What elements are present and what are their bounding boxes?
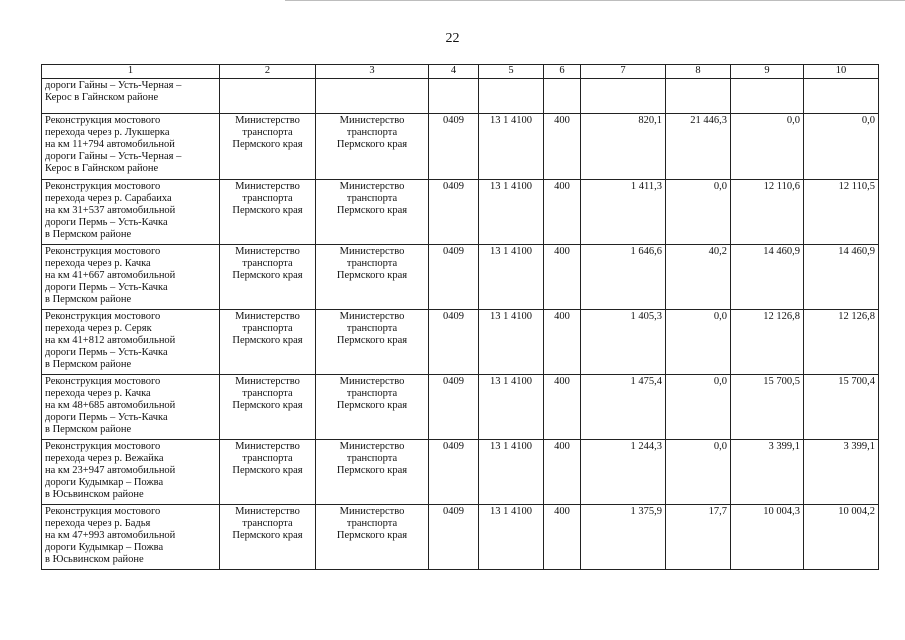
text-line: Пермского края bbox=[336, 400, 408, 411]
text-line: на км 41+812 автомобильной bbox=[45, 335, 176, 346]
text-line: Пермского края bbox=[232, 465, 303, 476]
text-line: транспорта bbox=[346, 193, 398, 204]
administrator-cell bbox=[220, 440, 316, 505]
text-line: Министерство bbox=[339, 115, 405, 126]
text-line: транспорта bbox=[242, 518, 293, 529]
text-line: транспорта bbox=[346, 323, 398, 334]
text-line: Министерство bbox=[235, 376, 300, 387]
text-line: Пермского края bbox=[336, 205, 408, 216]
text-line: Пермского края bbox=[336, 335, 408, 346]
text-line: перехода через р. Качка bbox=[45, 258, 151, 269]
empty-cell bbox=[666, 79, 731, 114]
empty-cell bbox=[731, 79, 804, 114]
table-row bbox=[42, 310, 879, 375]
text-line: транспорта bbox=[346, 453, 398, 464]
text-line: Министерство bbox=[339, 441, 405, 452]
text-line: Пермского края bbox=[232, 335, 303, 346]
text-line: Реконструкция мостового bbox=[45, 311, 161, 322]
administrator-cell bbox=[220, 505, 316, 570]
text-line: транспорта bbox=[242, 388, 293, 399]
amount-cell: 21 446,3 bbox=[666, 114, 731, 180]
text-line: Керос в Гайнском районе bbox=[45, 92, 159, 103]
expense-type-cell: 400 bbox=[544, 505, 581, 570]
expense-type-cell: 400 bbox=[544, 375, 581, 440]
amount-cell: 0,0 bbox=[804, 114, 879, 180]
text-line: транспорта bbox=[242, 453, 293, 464]
text-line: дороги Кудымкар – Пожва bbox=[45, 477, 164, 488]
text-line: перехода через р. Вежайка bbox=[45, 453, 164, 464]
amount-cell: 0,0 bbox=[731, 114, 804, 180]
amount-cell: 12 126,8 bbox=[731, 310, 804, 375]
project-name-cell bbox=[42, 180, 220, 245]
text-line: перехода через р. Лукшерка bbox=[45, 127, 170, 138]
amount-cell: 14 460,9 bbox=[731, 245, 804, 310]
text-line: Реконструкция мостового bbox=[45, 441, 161, 452]
recipient-cell bbox=[316, 310, 429, 375]
target-article-cell: 13 1 4100 bbox=[479, 180, 544, 245]
text-line: Реконструкция мостового bbox=[45, 181, 161, 192]
section-code-cell: 0409 bbox=[429, 310, 479, 375]
text-line: Реконструкция мостового bbox=[45, 246, 161, 257]
text-line: на км 41+667 автомобильной bbox=[45, 270, 176, 281]
amount-cell: 1 375,9 bbox=[581, 505, 666, 570]
amount-cell: 15 700,5 bbox=[731, 375, 804, 440]
text-line: транспорта bbox=[346, 388, 398, 399]
text-line: Реконструкция мостового bbox=[45, 376, 161, 387]
text-line: Министерство bbox=[339, 181, 405, 192]
administrator-cell bbox=[220, 180, 316, 245]
text-line: в Пермском районе bbox=[45, 424, 132, 435]
amount-cell: 10 004,3 bbox=[731, 505, 804, 570]
text-line: на км 31+537 автомобильной bbox=[45, 205, 176, 216]
empty-cell bbox=[479, 79, 544, 114]
administrator-cell bbox=[220, 114, 316, 180]
section-code-cell: 0409 bbox=[429, 180, 479, 245]
target-article-cell: 13 1 4100 bbox=[479, 114, 544, 180]
target-article-cell: 13 1 4100 bbox=[479, 245, 544, 310]
expense-type-cell: 400 bbox=[544, 114, 581, 180]
amount-cell: 3 399,1 bbox=[804, 440, 879, 505]
column-header: 4 bbox=[429, 65, 479, 79]
text-line: дороги Пермь – Усть-Качка bbox=[45, 217, 168, 228]
amount-cell: 14 460,9 bbox=[804, 245, 879, 310]
text-line: на км 48+685 автомобильной bbox=[45, 400, 176, 411]
amount-cell: 15 700,4 bbox=[804, 375, 879, 440]
section-code-cell: 0409 bbox=[429, 440, 479, 505]
text-line: транспорта bbox=[346, 518, 398, 529]
text-line: дороги Пермь – Усть-Качка bbox=[45, 412, 168, 423]
amount-cell: 10 004,2 bbox=[804, 505, 879, 570]
project-name-cell bbox=[42, 310, 220, 375]
recipient-cell bbox=[316, 114, 429, 180]
amount-cell: 3 399,1 bbox=[731, 440, 804, 505]
text-line: Министерство bbox=[235, 311, 300, 322]
expense-type-cell: 400 bbox=[544, 310, 581, 375]
column-header: 10 bbox=[804, 65, 879, 79]
recipient-cell bbox=[316, 180, 429, 245]
text-line: дороги Гайны – Усть-Черная – bbox=[45, 151, 182, 162]
column-header: 6 bbox=[544, 65, 581, 79]
amount-cell: 40,2 bbox=[666, 245, 731, 310]
amount-cell: 0,0 bbox=[666, 310, 731, 375]
text-line: Министерство bbox=[339, 311, 405, 322]
column-header: 1 bbox=[42, 65, 220, 79]
column-header: 5 bbox=[479, 65, 544, 79]
section-code-cell: 0409 bbox=[429, 375, 479, 440]
table-row bbox=[42, 440, 879, 505]
table-row bbox=[42, 114, 879, 180]
column-header: 3 bbox=[316, 65, 429, 79]
expense-type-cell: 400 bbox=[544, 245, 581, 310]
target-article-cell: 13 1 4100 bbox=[479, 375, 544, 440]
column-header: 9 bbox=[731, 65, 804, 79]
text-line: транспорта bbox=[242, 258, 293, 269]
section-code-cell: 0409 bbox=[429, 114, 479, 180]
page-number: 22 bbox=[445, 31, 460, 46]
text-line: на км 11+794 автомобильной bbox=[45, 139, 175, 150]
section-code-cell: 0409 bbox=[429, 505, 479, 570]
amount-cell: 17,7 bbox=[666, 505, 731, 570]
target-article-cell: 13 1 4100 bbox=[479, 440, 544, 505]
text-line: Пермского края bbox=[336, 270, 408, 281]
amount-cell: 12 126,8 bbox=[804, 310, 879, 375]
project-name-cell bbox=[42, 440, 220, 505]
text-line: Министерство bbox=[235, 246, 300, 257]
project-name-cell bbox=[42, 375, 220, 440]
text-line: в Юсьвинском районе bbox=[45, 489, 144, 500]
text-line: транспорта bbox=[346, 127, 398, 138]
text-line: в Юсьвинском районе bbox=[45, 554, 144, 565]
text-line: дороги Гайны – Усть-Черная – bbox=[45, 80, 182, 91]
text-line: Министерство bbox=[339, 506, 405, 517]
amount-cell: 0,0 bbox=[666, 375, 731, 440]
text-line: Пермского края bbox=[232, 139, 303, 150]
empty-cell bbox=[544, 79, 581, 114]
empty-cell bbox=[316, 79, 429, 114]
amount-cell: 1 475,4 bbox=[581, 375, 666, 440]
text-line: транспорта bbox=[242, 193, 293, 204]
table-row bbox=[42, 180, 879, 245]
continued-row bbox=[42, 79, 879, 114]
text-line: Пермского края bbox=[232, 270, 303, 281]
target-article-cell: 13 1 4100 bbox=[479, 505, 544, 570]
text-line: Пермского края bbox=[232, 205, 303, 216]
text-line: Министерство bbox=[235, 115, 300, 126]
column-header: 2 bbox=[220, 65, 316, 79]
amount-cell: 820,1 bbox=[581, 114, 666, 180]
recipient-cell bbox=[316, 505, 429, 570]
recipient-cell bbox=[316, 440, 429, 505]
text-line: Министерство bbox=[339, 376, 405, 387]
text-line: транспорта bbox=[346, 258, 398, 269]
administrator-cell bbox=[220, 375, 316, 440]
project-name-cell bbox=[42, 245, 220, 310]
amount-cell: 1 646,6 bbox=[581, 245, 666, 310]
expense-type-cell: 400 bbox=[544, 180, 581, 245]
administrator-cell bbox=[220, 245, 316, 310]
text-line: в Пермском районе bbox=[45, 294, 132, 305]
text-line: дороги Кудымкар – Пожва bbox=[45, 542, 164, 553]
text-line: перехода через р. Сарабаиха bbox=[45, 193, 172, 204]
empty-cell bbox=[220, 79, 316, 114]
amount-cell: 12 110,5 bbox=[804, 180, 879, 245]
empty-cell bbox=[581, 79, 666, 114]
column-header: 8 bbox=[666, 65, 731, 79]
amount-cell: 1 405,3 bbox=[581, 310, 666, 375]
table-row bbox=[42, 505, 879, 570]
budget-table bbox=[41, 64, 879, 570]
table-row bbox=[42, 245, 879, 310]
text-line: Пермского края bbox=[232, 530, 303, 541]
expense-type-cell: 400 bbox=[544, 440, 581, 505]
text-line: Министерство bbox=[339, 246, 405, 257]
text-line: Керос в Гайнском районе bbox=[45, 163, 159, 174]
section-code-cell: 0409 bbox=[429, 245, 479, 310]
project-name-cell bbox=[42, 114, 220, 180]
table-row bbox=[42, 375, 879, 440]
text-line: Министерство bbox=[235, 441, 300, 452]
text-line: Реконструкция мостового bbox=[45, 506, 161, 517]
text-line: транспорта bbox=[242, 127, 293, 138]
text-line: в Пермском районе bbox=[45, 359, 132, 370]
amount-cell: 1 244,3 bbox=[581, 440, 666, 505]
empty-cell bbox=[804, 79, 879, 114]
text-line: дороги Пермь – Усть-Качка bbox=[45, 282, 168, 293]
amount-cell: 12 110,6 bbox=[731, 180, 804, 245]
recipient-cell bbox=[316, 375, 429, 440]
project-name-cell bbox=[42, 505, 220, 570]
administrator-cell bbox=[220, 310, 316, 375]
text-line: Министерство bbox=[235, 506, 300, 517]
column-number-row bbox=[42, 65, 879, 79]
text-line: транспорта bbox=[242, 323, 293, 334]
scan-edge-line bbox=[285, 0, 905, 1]
text-line: Пермского края bbox=[336, 530, 408, 541]
project-name-cell bbox=[42, 79, 220, 114]
text-line: перехода через р. Бадья bbox=[45, 518, 151, 529]
text-line: перехода через р. Качка bbox=[45, 388, 151, 399]
target-article-cell: 13 1 4100 bbox=[479, 310, 544, 375]
text-line: дороги Пермь – Усть-Качка bbox=[45, 347, 168, 358]
text-line: на км 47+993 автомобильной bbox=[45, 530, 176, 541]
text-line: Министерство bbox=[235, 181, 300, 192]
empty-cell bbox=[429, 79, 479, 114]
amount-cell: 0,0 bbox=[666, 440, 731, 505]
column-header: 7 bbox=[581, 65, 666, 79]
amount-cell: 1 411,3 bbox=[581, 180, 666, 245]
text-line: Пермского края bbox=[232, 400, 303, 411]
text-line: Реконструкция мостового bbox=[45, 115, 161, 126]
amount-cell: 0,0 bbox=[666, 180, 731, 245]
text-line: Пермского края bbox=[336, 465, 408, 476]
recipient-cell bbox=[316, 245, 429, 310]
text-line: на км 23+947 автомобильной bbox=[45, 465, 176, 476]
text-line: в Пермском районе bbox=[45, 229, 132, 240]
text-line: перехода через р. Серяк bbox=[45, 323, 152, 334]
text-line: Пермского края bbox=[336, 139, 408, 150]
